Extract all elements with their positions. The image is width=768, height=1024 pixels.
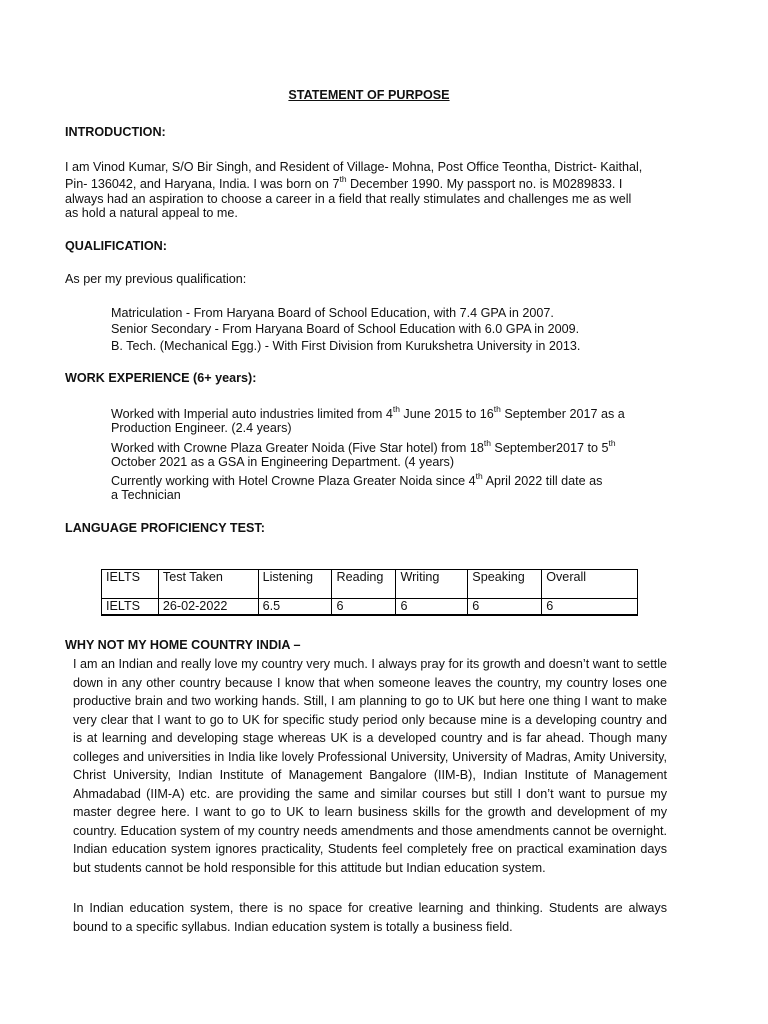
table-cell: IELTS <box>102 599 159 616</box>
table-header-row <box>102 570 638 599</box>
work-item-3: Currently working with Hotel Crowne Plaza Greater Noida since 4th April 2022 till date as <box>111 470 603 488</box>
work-item-2: Worked with Crowne Plaza Greater Noida (Five Star hotel) from 18th September2017 to 5th <box>111 437 616 455</box>
intro-line-4: as hold a natural appeal to me. <box>65 206 238 220</box>
qualification-item: Senior Secondary - From Haryana Board of School Education with 6.0 GPA in 2009. <box>111 322 580 336</box>
table-cell: 6 <box>396 599 468 616</box>
intro-line-1: I am Vinod Kumar, S/O Bir Singh, and Resident of Village- Mohna, Post Office Teontha, District- Kaithal, <box>65 160 643 174</box>
table-header-cell: Reading <box>332 570 396 599</box>
intro-line-3: always had an aspiration to choose a career in a field that really stimulates and challenges me as well <box>65 192 632 206</box>
table-cell: 6 <box>468 599 542 616</box>
table-header-cell: Writing <box>396 570 468 599</box>
work-item-2-line-2: October 2021 as a GSA in Engineering Department. (4 years) <box>111 455 455 469</box>
work-item-1-line-2: Production Engineer. (2.4 years) <box>111 421 292 435</box>
work-experience-heading: WORK EXPERIENCE (6+ years): <box>65 371 257 385</box>
table-cell: 6.5 <box>258 599 332 616</box>
work-item-3-line-2: a Technician <box>111 488 181 502</box>
document-title: STATEMENT OF PURPOSE <box>288 88 450 102</box>
why-not-india-heading: WHY NOT MY HOME COUNTRY INDIA – <box>65 638 301 652</box>
qualification-item: B. Tech. (Mechanical Egg.) - With First Division from Kurukshetra University in 2013. <box>111 339 581 353</box>
introduction-heading: INTRODUCTION: <box>65 125 166 139</box>
qualification-item: Matriculation - From Haryana Board of School Education, with 7.4 GPA in 2007. <box>111 306 554 320</box>
table-row <box>102 599 638 616</box>
why-paragraph-1: I am an Indian and really love my country very much. I always pray for its growth and doesn’t want to settle down in any other country because I know that when someone leaves the country, my country loses one productive brain and two working hands. Still, I am planning to go to UK but here one thing I want to make very clear that I want to go to UK for specific study period only because mine is a developing country and is at learning and developing stage whereas UK is a developed country and is far ahead. Though many colleges and universities in India like lovely Professional University, University of Madras, Amity University, Christ University, Indian Institute of Management Bangalore (IIM-B), Indian Institute of Management Ahmadabad (IIM-A) etc. are providing the same and similar courses but still I don’t want to pursue my master degree here. I want to go to UK to learn business skills for the growth and development of my country. Education system of my country needs amendments and those amendments cannot be overnight. Indian education system ignores practicality, Students feel completely free on practical examination days but students cannot be hold responsible for this attitude but Indian education system. <box>73 657 667 875</box>
work-item-1: Worked with Imperial auto industries limited from 4th June 2015 to 16th September 2017 as a <box>111 403 625 421</box>
table-cell: 6 <box>332 599 396 616</box>
table-header-cell: Listening <box>258 570 332 599</box>
table-header-cell: Overall <box>542 570 638 599</box>
language-heading: LANGUAGE PROFICIENCY TEST: <box>65 521 265 535</box>
table-header-cell: Test Taken <box>158 570 258 599</box>
table-cell: 6 <box>542 599 638 616</box>
why-paragraph-2: In Indian education system, there is no space for creative learning and thinking. Students are always bound to a specific syllabus. Indian education system is totally a business field. <box>73 901 667 934</box>
intro-line-2: Pin- 136042, and Haryana, India. I was born on 7th December 1990. My passport no. is M0289833. I <box>65 173 623 191</box>
table-cell: 26-02-2022 <box>158 599 258 616</box>
ielts-table <box>101 569 638 616</box>
qualification-heading: QUALIFICATION: <box>65 239 167 253</box>
table-header-cell: IELTS <box>102 570 159 599</box>
qualification-intro: As per my previous qualification: <box>65 272 247 286</box>
table-header-cell: Speaking <box>468 570 542 599</box>
